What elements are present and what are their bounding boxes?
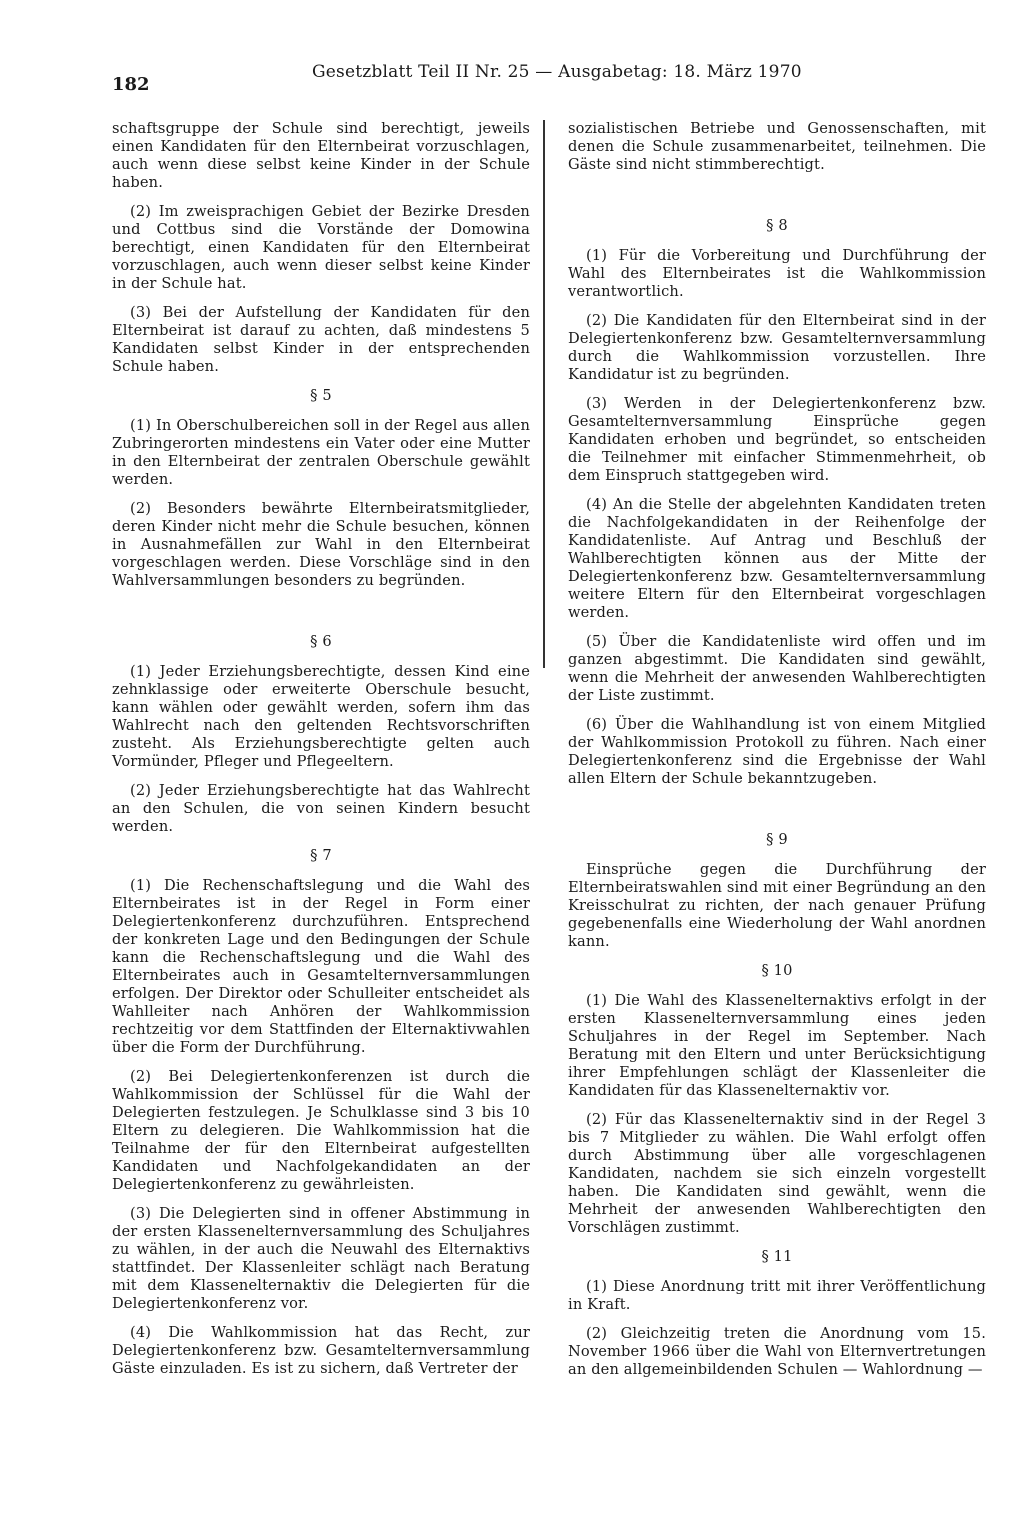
paragraph: (1) Diese Anordnung tritt mit ihrer Veröffentlichung in Kraft.	[568, 1278, 986, 1313]
section-spacer	[568, 799, 986, 821]
right-column	[568, 120, 986, 1390]
paragraph: (4) An die Stelle der abgelehnten Kandidaten treten die Nachfolgekandidaten in der Reihenfolge der Kandidatenliste. Auf Antrag und Beschluß der Wahlberechtigten können aus der Mitte der Delegiertenkonferenz bzw. Gesamtelternversammlung weitere Eltern für den Elternbeirat vorgeschlagen werden.	[568, 496, 986, 621]
paragraph: (2) Bei Delegiertenkonferenzen ist durch die Wahlkommission der Schlüssel für die Wahl der Delegierten festzulegen. Je Schulklasse sind 3 bis 10 Eltern zu delegieren. Die Wahlkommission hat die Teilnahme der für den Elternbeirat aufgestellten Kandidaten und Nachfolgekandidaten an der Delegiertenkonferenz zu gewährleisten.	[112, 1068, 530, 1193]
page-number: 182	[112, 74, 150, 95]
page-header	[112, 62, 1012, 95]
paragraph: (2) Die Kandidaten für den Elternbeirat sind in der Delegiertenkonferenz bzw. Gesamtelternversammlung durch die Wahlkommission vorzustellen. Ihre Kandidatur ist zu begründen.	[568, 312, 986, 383]
paragraph: Einsprüche gegen die Durchführung der Elternbeiratswahlen sind mit einer Begründung an den Kreisschulrat zu richten, der nach genauer Prüfung gegebenenfalls eine Wiederholung der Wahl anordnen kann.	[568, 861, 986, 950]
paragraph: (1) Die Rechenschaftslegung und die Wahl des Elternbeirates ist in der Regel in Form einer Delegiertenkonferenz durchzuführen. Entsprechend der konkreten Lage und den Bedingungen der Schule kann die Rechenschaftslegung und die Wahl des Elternbeirates auch in Gesamtelternversammlungen erfolgen. Der Direktor oder Schulleiter entscheidet als Wahlleiter nach Anhören der Wahlkommission rechtzeitig vor dem Stattfinden der Elternaktivwahlen über die Form der Durchführung.	[112, 877, 530, 1056]
section-heading: § 8	[766, 217, 788, 234]
paragraph: (2) Besonders bewährte Elternbeiratsmitglieder, deren Kinder nicht mehr die Schule besuchen, können in Ausnahmefällen zur Wahl in den Elternbeirat vorgeschlagen werden. Diese Vorschläge sind in den Wahlversammlungen besonders zu begründen.	[112, 500, 530, 589]
paragraph: (5) Über die Kandidatenliste wird offen und im ganzen abgestimmt. Die Kandidaten sind gewählt, wenn die Mehrheit der anwesenden Wahlberechtigten der Liste zustimmt.	[568, 633, 986, 704]
section-heading: § 9	[766, 831, 788, 848]
paragraph: (1) Für die Vorbereitung und Durchführung der Wahl des Elternbeirates ist die Wahlkommission verantwortlich.	[568, 247, 986, 300]
continued-paragraph: schaftsgruppe der Schule sind berechtigt, jeweils einen Kandidaten für den Elternbeirat vorzuschlagen, auch wenn diese selbst keine Kinder in der Schule haben.	[112, 120, 530, 191]
section-heading: § 5	[310, 387, 332, 404]
section-heading: § 11	[761, 1248, 793, 1265]
paragraph: (2) Im zweisprachigen Gebiet der Bezirke Dresden und Cottbus sind die Vorstände der Domowina berechtigt, einen Kandidaten für den Elternbeirat vorzuschlagen, auch wenn dieser selbst keine Kinder in der Schule hat.	[112, 203, 530, 292]
continued-paragraph: sozialistischen Betriebe und Genossenschaften, mit denen die Schule zusammenarbeitet, teilnehmen. Die Gäste sind nicht stimmberechtigt.	[568, 120, 986, 173]
paragraph: (6) Über die Wahlhandlung ist von einem Mitglied der Wahlkommission Protokoll zu führen. Nach einer Delegiertenkonferenz sind die Ergebnisse der Wahl allen Eltern der Schule bekanntzugeben.	[568, 716, 986, 787]
section-heading: § 6	[310, 633, 332, 650]
paragraph: (3) Werden in der Delegiertenkonferenz bzw. Gesamtelternversammlung Einsprüche gegen Kandidaten erhoben und begründet, so entscheiden die Teilnehmer mit einfacher Stimmenmehrheit, ob dem Einspruch stattgegeben wird.	[568, 395, 986, 484]
section-spacer	[568, 185, 986, 207]
paragraph: (1) In Oberschulbereichen soll in der Regel aus allen Zubringerorten mindestens ein Vater oder eine Mutter in den Elternbeirat der zentralen Oberschule gewählt werden.	[112, 417, 530, 488]
paragraph: (2) Gleichzeitig treten die Anordnung vom 15. November 1966 über die Wahl von Elternvertretungen an den allgemeinbildenden Schulen — Wahlordnung —	[568, 1325, 986, 1378]
paragraph: (2) Jeder Erziehungsberechtigte hat das Wahlrecht an den Schulen, die von seinen Kindern besucht werden.	[112, 782, 530, 835]
left-column	[112, 120, 530, 1389]
paragraph: (4) Die Wahlkommission hat das Recht, zur Delegiertenkonferenz bzw. Gesamtelternversammlung Gäste einzuladen. Es ist zu sichern, daß Vertreter der	[112, 1324, 530, 1377]
paragraph: (1) Jeder Erziehungsberechtigte, dessen Kind eine zehnklassige oder erweiterte Oberschule besucht, kann wählen oder gewählt werden, sofern ihm das Wahlrecht nach den geltenden Rechtsvorschriften zusteht. Als Erziehungsberechtigte gelten auch Vormünder, Pfleger und Pflegeeltern.	[112, 663, 530, 770]
section-heading: § 7	[310, 847, 332, 864]
paragraph: (2) Für das Klassenelternaktiv sind in der Regel 3 bis 7 Mitglieder zu wählen. Die Wahl erfolgt offen durch Abstimmung über alle vorgeschlagenen Kandidaten, nachdem sie sich einzeln vorgestellt haben. Die Kandidaten sind gewählt, wenn die Mehrheit der anwesenden Wahlberechtigten den Vorschlägen zustimmt.	[568, 1111, 986, 1236]
column-divider	[543, 120, 545, 668]
paragraph: (3) Die Delegierten sind in offener Abstimmung in der ersten Klassenelternversammlung des Schuljahres zu wählen, in der auch die Neuwahl des Elternaktivs stattfindet. Der Klassenleiter schlägt nach Beratung mit dem Klassenelternaktiv die Delegierten für die Delegiertenkonferenz vor.	[112, 1205, 530, 1312]
section-heading: § 10	[761, 962, 793, 979]
paragraph: (3) Bei der Aufstellung der Kandidaten für den Elternbeirat ist darauf zu achten, daß mindestens 5 Kandidaten selbst Kinder in der entsprechenden Schule haben.	[112, 304, 530, 375]
paragraph: (1) Die Wahl des Klassenelternaktivs erfolgt in der ersten Klassenelternversammlung eines jeden Schuljahres in der Regel im September. Nach Beratung mit den Eltern und unter Berücksichtigung ihrer Empfehlungen schlägt der Klassenleiter die Kandidaten für das Klassenelternaktiv vor.	[568, 992, 986, 1099]
running-head: Gesetzblatt Teil II Nr. 25 — Ausgabetag: 18. März 1970	[312, 62, 802, 82]
section-spacer	[112, 601, 530, 623]
